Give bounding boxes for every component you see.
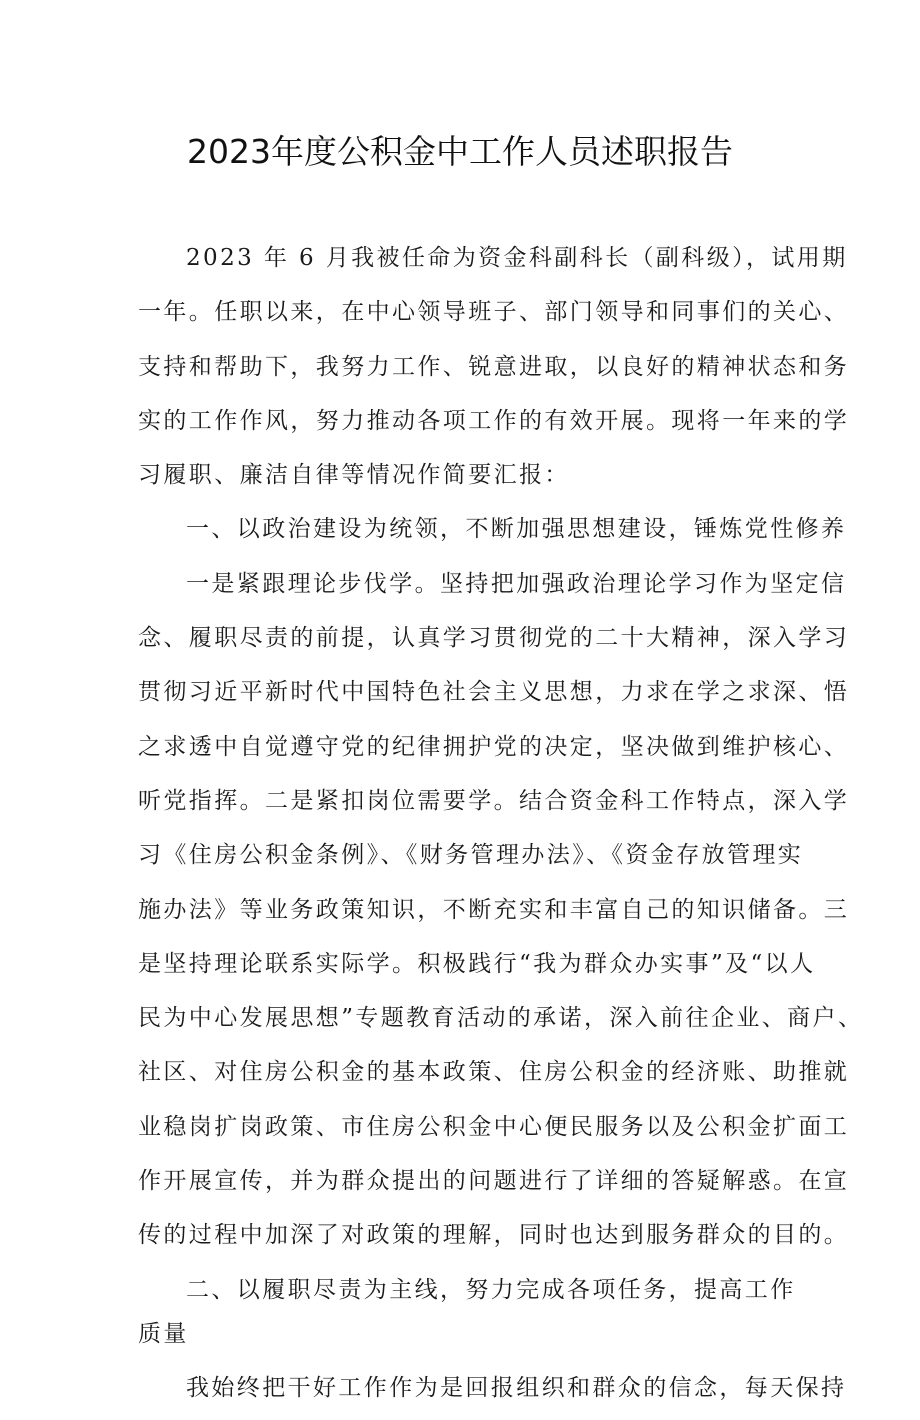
paragraph-line: 听党指挥。二是紧扣岗位需要学。结合资金科工作特点，深入学	[138, 787, 850, 814]
paragraph-line: 一是紧跟理论步伐学。坚持把加强政治理论学习作为坚定信	[186, 570, 847, 597]
document-title: 2023年度公积金中工作人员述职报告	[187, 132, 733, 171]
paragraph-line: 传的过程中加深了对政策的理解，同时也达到服务群众的目的。	[138, 1222, 850, 1249]
section-heading: 一、以政治建设为统领，不断加强思想建设，锤炼党性修养	[186, 516, 847, 543]
paragraph-line: 施办法》等业务政策知识，不断充实和丰富自己的知识储备。三	[138, 896, 850, 923]
paragraph-line: 2023 年 6 月我被任命为资金科副科长（副科级），试用期	[186, 245, 848, 271]
paragraph-line: 贯彻习近平新时代中国特色社会主义思想，力求在学之求深、悟	[138, 679, 850, 706]
paragraph-line: 业稳岗扩岗政策、市住房公积金中心便民服务以及公积金扩面工	[138, 1113, 850, 1140]
paragraph-line: 念、履职尽责的前提，认真学习贯彻党的二十大精神，深入学习	[138, 625, 850, 652]
paragraph-line: 实的工作作风，努力推动各项工作的有效开展。现将一年来的学	[138, 407, 850, 434]
paragraph-line: 作开展宣传，并为群众提出的问题进行了详细的答疑解惑。在宣	[138, 1168, 850, 1195]
document-body	[138, 236, 864, 1420]
paragraph-line: 我始终把干好工作作为是回报组织和群众的信念，每天保持	[186, 1374, 847, 1401]
paragraph-line: 民为中心发展思想”专题教育活动的承诺，深入前往企业、商户、	[138, 1005, 864, 1032]
paragraph-line: 支持和帮助下，我努力工作、锐意进取，以良好的精神状态和务	[138, 353, 850, 380]
paragraph-line: 习《住房公积金条例》、《财务管理办法》、《资金存放管理实	[138, 842, 804, 869]
paragraph-line: 习履职、廉洁自律等情况作简要汇报：	[138, 462, 570, 489]
paragraph-line: 社区、对住房公积金的基本政策、住房公积金的经济账、助推就	[138, 1059, 850, 1086]
paragraph-line: 之求透中自觉遵守党的纪律拥护党的决定，坚决做到维护核心、	[138, 733, 850, 760]
section-heading: 二、以履职尽责为主线，努力完成各项任务，提高工作	[186, 1276, 796, 1303]
paragraph-line: 是坚持理论联系实际学。积极践行“我为群众办实事”及“以人	[138, 950, 816, 977]
paragraph-line: 一年。任职以来，在中心领导班子、部门领导和同事们的关心、	[138, 299, 850, 326]
section-heading-continuation: 质量	[138, 1320, 189, 1347]
